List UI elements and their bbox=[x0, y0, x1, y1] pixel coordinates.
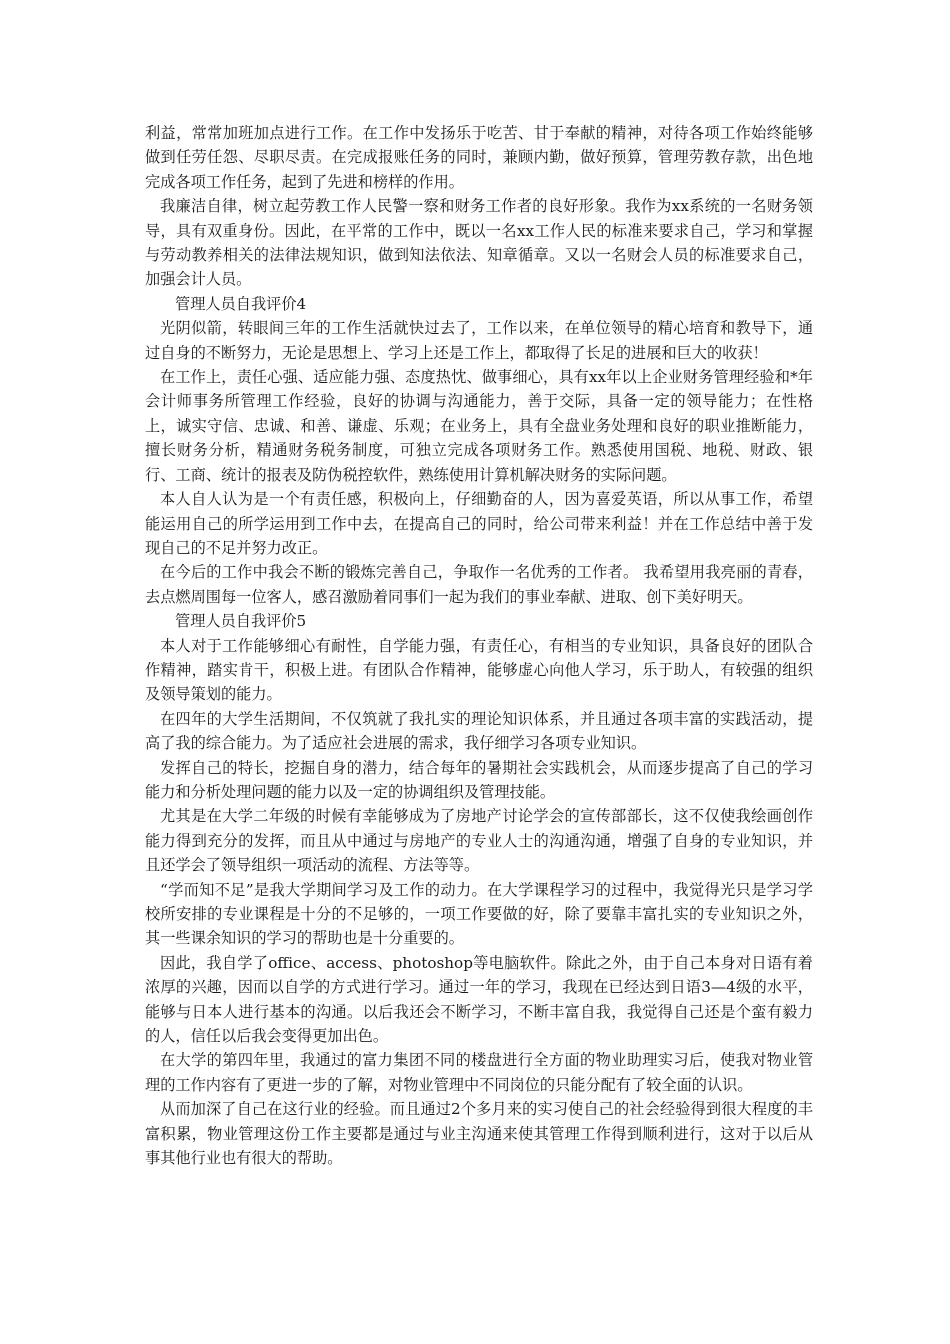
paragraph-three-years: 光阴似箭，转眼间三年的工作生活就快过去了，工作以来，在单位领导的精心培育和教导下，通过自身的不断努力，无论是思想上、学习上还是工作上，都取得了长足的进展和巨大的收获！ bbox=[145, 319, 813, 362]
section-heading-4: 管理人员自我评价4 bbox=[175, 294, 307, 313]
paragraph-attitude: 本人对于工作能够细心有耐性，自学能力强，有责任心，有相当的专业知识，具备良好的团队合作精神，踏实肯干，积极上进。有团队合作精神，能够虚心向他人学习，乐于助人，有较强的组织及领导策划的能力。 bbox=[145, 636, 813, 704]
paragraph-self-study: 因此，我自学了office、access、photoshop等电脑软件。除此之外，由于自己本身对日语有着浓厚的兴趣，因而以自学的方式进行学习。通过一年的学习，我现在已经达到日语3—4级的水平，能够与日本人进行基本的沟通。以后我还会不断学习，不断丰富自我，我觉得自己还是个蛮有毅力的人，信任以后我会变得更加出色。 bbox=[145, 953, 813, 1046]
paragraph-student-union: 尤其是在大学二年级的时候有幸能够成为了房地产讨论学会的宣传部部长，这不仅使我绘画创作能力得到充分的发挥，而且从中通过与房地产的专业人士的沟通沟通，增强了自身的专业知识，并且还学会了领导组织一项活动的流程、方法等等。 bbox=[145, 807, 813, 875]
paragraph-future: 在今后的工作中我会不断的锻炼完善自己，争取作一名优秀的工作者。 我希望用我亮丽的青春，去点燃周围每一位客人，感召激励着同事们一起为我们的事业奉献、进取、创下美好明天。 bbox=[145, 563, 813, 606]
document-body bbox=[145, 121, 813, 1170]
paragraph-self-view: 本人自人认为是一个有责任感，积极向上，仔细勤奋的人，因为喜爱英语，所以从事工作，希望能运用自己的所学运用到工作中去，在提高自己的同时，给公司带来利益！并在工作总结中善于发现自己的不足并努力改正。 bbox=[145, 490, 813, 557]
paragraph-continuation: 利益，常常加班加点进行工作。在工作中发扬乐于吃苦、甘于奉献的精神，对待各项工作始终能够做到任劳任怨、尽职尽责。在完成报账任务的同时，兼顾内勤，做好预算，管理劳教存款，出色地完成各项工作任务，起到了先进和榜样的作用。 bbox=[145, 124, 813, 191]
paragraph-integrity: 我廉洁自律，树立起劳教工作人民警一察和财务工作者的良好形象。我作为xx系统的一名财务领导，具有双重身份。因此，在平常的工作中，既以一名xx工作人民的标准来要求自己，学习和掌握与劳动教养相关的法律法规知识，做到知法依法、知章循章。又以一名财会人员的标准要求自己，加强会计人员。 bbox=[145, 197, 813, 289]
paragraph-work-skills: 在工作上，责任心强、适应能力强、态度热忱、做事细心，具有xx年以上企业财务管理经验和*年会计师事务所管理工作经验，良好的协调与沟通能力，善于交际，具备一定的领导能力；在性格上，诚实守信、忠诚、和善、谦虚、乐观；在业务上，具有全盘业务处理和良好的职业推断能力，擅长财务分析，精通财务税务制度，可独立完成各项财务工作。熟悉使用国税、地税、财政、银行、工商、统计的报表及防伪税控软件，熟练使用计算机解决财务的实际问题。 bbox=[145, 368, 813, 484]
paragraph-strengths: 发挥自己的特长，挖掘自身的潜力，结合每年的暑期社会实践机会，从而逐步提高了自己的学习能力和分析处理问题的能力以及一定的协调组织及管理技能。 bbox=[145, 758, 813, 801]
paragraph-experience: 从而加深了自己在这行业的经验。而且通过2个多月来的实习使自己的社会经验得到很大程度的丰富积累，物业管理这份工作主要都是通过与业主沟通来使其管理工作得到顺利进行，这对于以后从事其他行业也有很大的帮助。 bbox=[145, 1100, 813, 1168]
paragraph-university: 在四年的大学生活期间，不仅筑就了我扎实的理论知识体系，并且通过各项丰富的实践活动，提高了我的综合能力。为了适应社会进展的需求，我仔细学习各项专业知识。 bbox=[145, 709, 813, 753]
paragraph-learning: “学而知不足”是我大学期间学习及工作的动力。在大学课程学习的过程中，我觉得光只是学习学校所安排的专业课程是十分的不足够的，一项工作要做的好，除了要靠丰富扎实的专业知识之外，其一些课余知识的学习的帮助也是十分重要的。 bbox=[145, 880, 813, 948]
section-heading-5: 管理人员自我评价5 bbox=[175, 612, 307, 631]
paragraph-internship: 在大学的第四年里，我通过的富力集团不同的楼盘进行全方面的物业助理实习后，使我对物业管理的工作内容有了更进一步的了解，对物业管理中不同岗位的只能分配有了较全面的认识。 bbox=[145, 1051, 813, 1094]
